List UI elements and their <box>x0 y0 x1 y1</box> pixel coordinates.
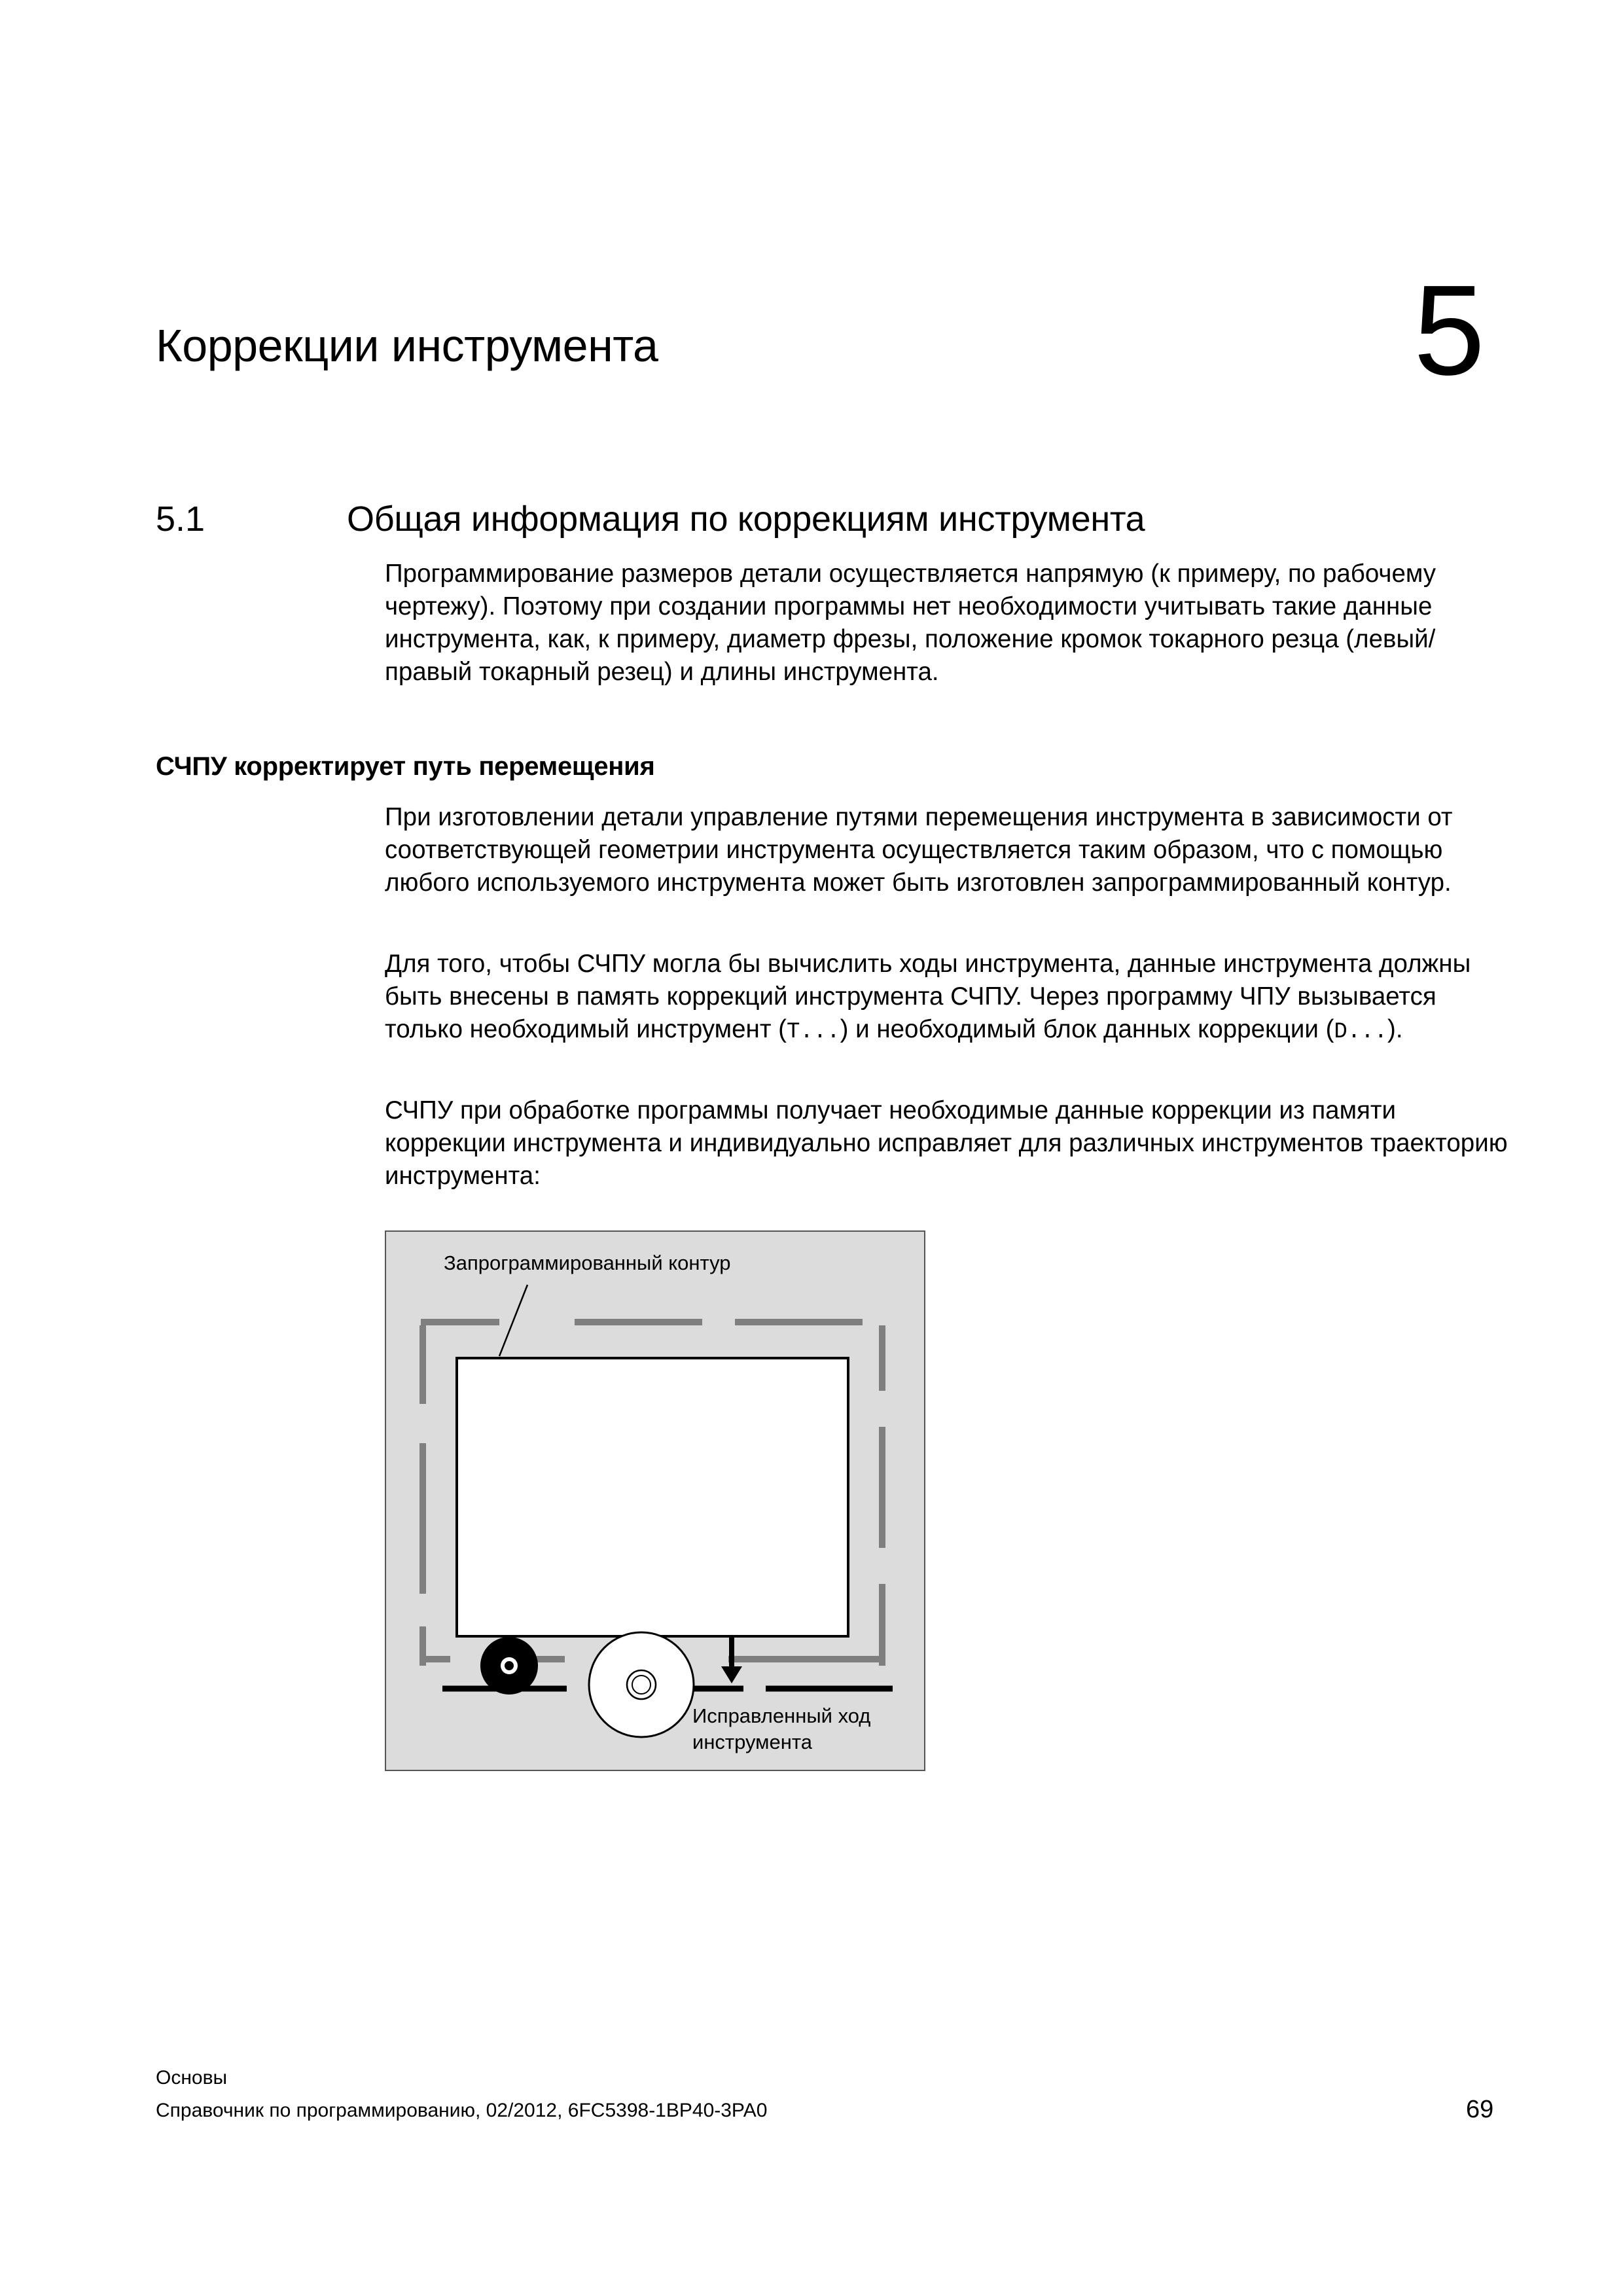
paragraph-2-text-b: ) и необходимый блок данных коррекции ( <box>840 1015 1334 1043</box>
programmed-contour <box>457 1358 848 1636</box>
footer-reference: Справочник по программированию, 02/2012, 6FC5398-1BP40-3PA0 <box>156 2100 768 2121</box>
tool-code: T... <box>786 1020 840 1045</box>
footer-document-title: Основы <box>156 2067 228 2089</box>
corrected-path-label-line2: инструмента <box>692 1731 812 1753</box>
figure-canvas <box>385 1230 925 1771</box>
page-number: 69 <box>1466 2096 1494 2123</box>
paragraph-3: СЧПУ при обработке программы получает необходимые данные коррекции из памяти коррекции инструмента и индивидуально исправляет для различных инструментов траекторию инструмента: <box>385 1096 1508 1190</box>
section-title: Общая информация по коррекциям инструмента <box>347 499 1145 539</box>
corrected-path-label-line1: Исправленный ход <box>692 1704 871 1727</box>
offset-code: D... <box>1334 1020 1388 1045</box>
small-cutter-icon <box>480 1637 538 1695</box>
chapter-number: 5 <box>1414 259 1486 402</box>
large-cutter-icon <box>589 1632 694 1737</box>
programmed-contour-label: Запрограммированный контур <box>444 1251 731 1274</box>
paragraph-2-text-c: ). <box>1387 1015 1403 1043</box>
chapter-title: Коррекции инструмента <box>156 320 658 371</box>
paragraph-2-text-a: Для того, чтобы СЧПУ могла бы вычислить ходы инструмента, данные инструмента должны быть внесены в память коррекций инструмента СЧПУ. Через программу ЧПУ вызывается только необходимый инструмент ( <box>385 950 1471 1043</box>
tool-path-figure <box>385 1230 925 1771</box>
intro-paragraph: Программирование размеров детали осуществляется напрямую (к примеру, по рабочему чертежу). Поэтому при создании программы нет необходимости учитывать такие данные инструмента, как, к примеру, диаметр фрезы, положение кромок токарного резца (левый/правый токарный резец) и длины инструмента. <box>385 560 1436 686</box>
paragraph-1: При изготовлении детали управление путями перемещения инструмента в зависимости от соответствующей геометрии инструмента осуществляется таким образом, что с помощью любого используемого инструмента может быть изготовлен запрограммированный контур. <box>385 803 1453 897</box>
paragraph-2 <box>385 948 1510 1049</box>
section-number: 5.1 <box>156 499 205 539</box>
subsection-heading: СЧПУ корректирует путь перемещения <box>156 752 655 781</box>
